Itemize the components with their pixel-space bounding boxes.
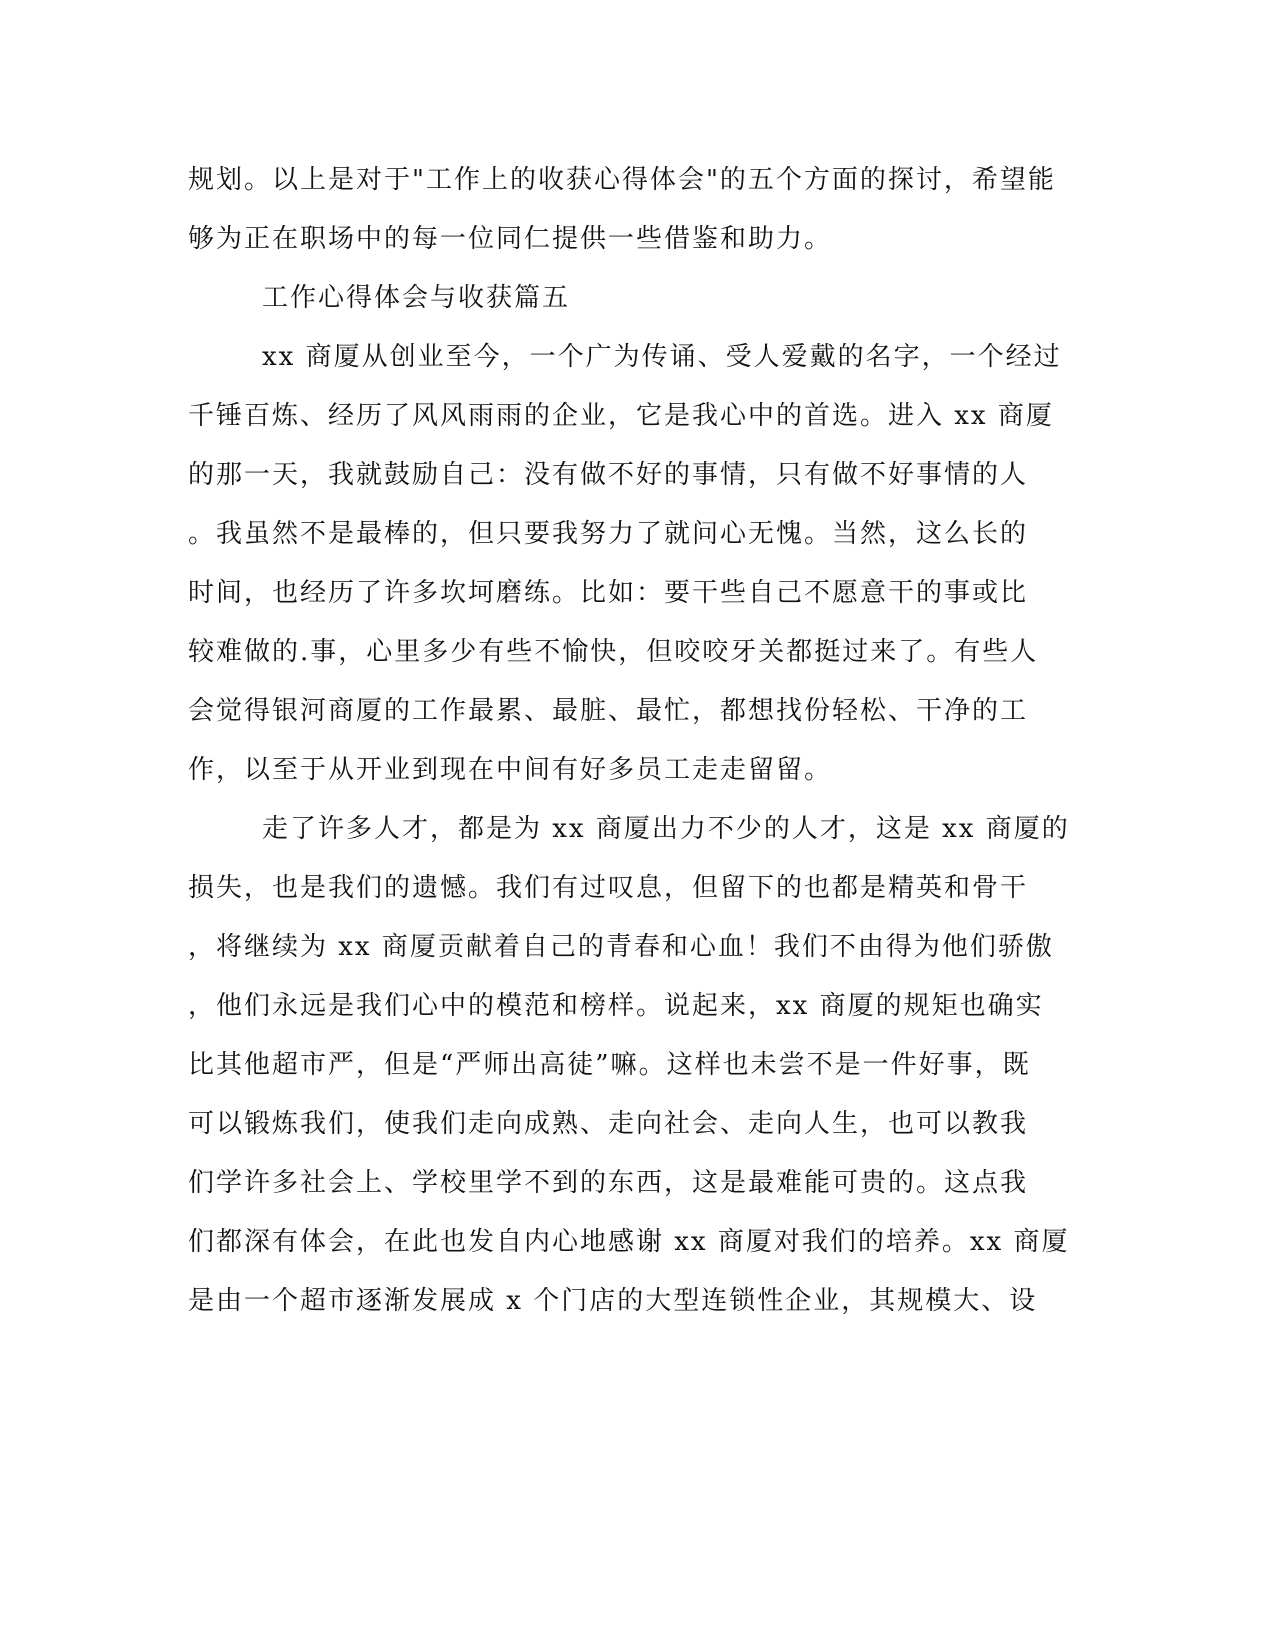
text-line: ，将继续为 xx 商厦贡献着自己的青春和心血！我们不由得为他们骄傲 xyxy=(188,932,1054,962)
text-line: 够为正在职场中的每一位同仁提供一些借鉴和助力。 xyxy=(188,224,833,254)
text-line: 可以锻炼我们，使我们走向成熟、走向社会、走向人生，也可以教我 xyxy=(188,1109,1029,1139)
text-line: 较难做的.事，心里多少有些不愉快，但咬咬牙关都挺过来了。有些人 xyxy=(188,637,1039,667)
text-line: 比其他超市严，但是“严师出高徒”嘛。这样也未尝不是一件好事，既 xyxy=(188,1050,1031,1080)
text-line: 是由一个超市逐渐发展成 x 个门店的大型连锁性企业，其规模大、设 xyxy=(188,1286,1038,1316)
text-line: 走了许多人才，都是为 xx 商厦出力不少的人才，这是 xx 商厦的 xyxy=(262,814,1070,844)
text-line: 时间，也经历了许多坎坷磨练。比如：要干些自己不愿意干的事或比 xyxy=(188,578,1029,608)
text-line: 们学许多社会上、学校里学不到的东西，这是最难能可贵的。这点我 xyxy=(188,1168,1029,1198)
text-line: 会觉得银河商厦的工作最累、最脏、最忙，都想找份轻松、干净的工 xyxy=(188,696,1029,726)
text-line: 损失，也是我们的遗憾。我们有过叹息，但留下的也都是精英和骨干 xyxy=(188,873,1029,903)
text-line: 的那一天，我就鼓励自己：没有做不好的事情，只有做不好事情的人 xyxy=(188,460,1029,490)
text-line: xx 商厦从创业至今，一个广为传诵、受人爱戴的名字，一个经过 xyxy=(262,342,1062,372)
text-line: 千锤百炼、经历了风风雨雨的企业，它是我心中的首选。进入 xx 商厦 xyxy=(188,401,1054,431)
text-line: 们都深有体会，在此也发自内心地感谢 xx 商厦对我们的培养。xx 商厦 xyxy=(188,1227,1070,1257)
section-heading: 工作心得体会与收获篇五 xyxy=(262,283,571,313)
text-line: 。我虽然不是最棒的，但只要我努力了就问心无愧。当然，这么长的 xyxy=(188,519,1029,549)
text-line: 规划。以上是对于"工作上的收获心得体会"的五个方面的探讨，希望能 xyxy=(188,165,1056,195)
text-line: ，他们永远是我们心中的模范和榜样。说起来，xx 商厦的规矩也确实 xyxy=(188,991,1044,1021)
text-line: 作，以至于从开业到现在中间有好多员工走走留留。 xyxy=(188,755,833,785)
